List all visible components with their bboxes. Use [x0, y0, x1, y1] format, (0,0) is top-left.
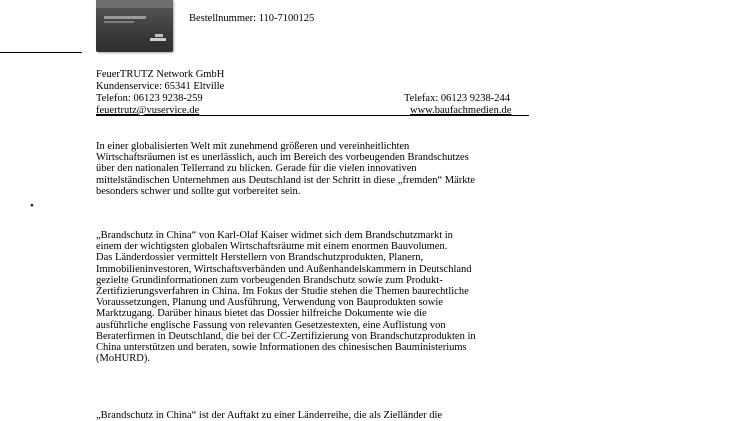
paragraph-line: (MoHURD).	[96, 353, 150, 365]
paragraph-line: Beraterfirmen in Deutschland, die bei der CC-Zertifizierung von Brandschutzprodukten in	[96, 330, 476, 342]
contact-divider	[96, 115, 529, 116]
paragraph-line: Wirtschaftsräumen ist es unerlässlich, auch im Bereich des vorbeugenden Brandschutzes	[96, 152, 469, 164]
paragraph-series	[96, 410, 556, 421]
paragraph-line: China unterstützen und beraten, sowie Informationen des chinesischen Bauministeriums	[96, 342, 467, 354]
paragraph-line: „Brandschutz in China“ ist der Auftakt zu einer Länderreihe, die als Zielländer die	[96, 410, 443, 421]
list-bullet: •	[30, 200, 34, 212]
paragraph-line: einem der wichtigsten globalen Wirtschaftsräume mit einem enormen Bauvolumen.	[96, 241, 448, 253]
paragraph-line: „Brandschutz in China“ von Karl-Olaf Kaiser widmet sich dem Brandschutzmarkt in	[96, 230, 453, 241]
book-cover-title-mark	[104, 16, 146, 19]
book-cover-top	[96, 0, 173, 8]
paragraph-line: Immobilieninvestoren, Wirtschaftsverbänden und Außenhandelskammern in Deutschland	[96, 263, 472, 275]
order-number: Bestellnummer: 110-7100125	[189, 13, 315, 24]
book-cover-subtitle-mark	[104, 21, 134, 23]
fax-number: Telefax: 06123 9238-244	[404, 93, 510, 104]
company-name: FeuerTRUTZ Network GmbH	[96, 69, 225, 80]
paragraph-intro	[96, 141, 556, 197]
email-link[interactable]: feuertrutz@vuservice.de	[96, 105, 200, 116]
website-link[interactable]: www.baufachmedien.de	[410, 105, 512, 116]
paragraph-line: Das Länderdossier vermittelt Herstellern von Brandschutzprodukten, Planern,	[96, 252, 424, 264]
paragraph-line: über den nationalen Tellerrand zu blicken. Gerade für die vielen innovativen	[96, 163, 417, 175]
paragraph-line: Voraussetzungen, Planung und Ausführung, Verwendung von Bauprodukten sowie	[96, 297, 443, 309]
paragraph-line: Marktzugang. Darüber hinaus bietet das Dossier hilfreiche Dokumente wie die	[96, 308, 427, 320]
book-cover-logo-mark	[155, 34, 163, 37]
phone-number: Telefon: 06123 9238-259	[96, 93, 203, 104]
paragraph-line: gezielte Grundinformationen zum vorbeugenden Brandschutz sowie zum Produkt-	[96, 274, 443, 286]
paragraph-line: Zertifizierungsverfahren in China. Im Fokus der Studie stehen die Themen baurechtliche	[96, 286, 469, 298]
divider-left	[0, 52, 82, 53]
paragraph-line: ausführliche englische Fassung von relevanten Gesetzestexten, eine Auflistung von	[96, 319, 446, 331]
paragraph-line: besonders schwer und sollte gut vorbereitet sein.	[96, 185, 301, 197]
customer-service: Kundenservice: 65341 Eltville	[96, 81, 225, 92]
book-cover-logo-text-mark	[150, 38, 166, 41]
paragraph-line: mittelständischen Unternehmen aus Deutschland ist der Schritt in diese „fremden“ Märkte	[96, 174, 476, 186]
paragraph-description	[96, 230, 556, 364]
paragraph-line: In einer globalisierten Welt mit zunehmend größeren und vereinheitlichten	[96, 141, 410, 152]
